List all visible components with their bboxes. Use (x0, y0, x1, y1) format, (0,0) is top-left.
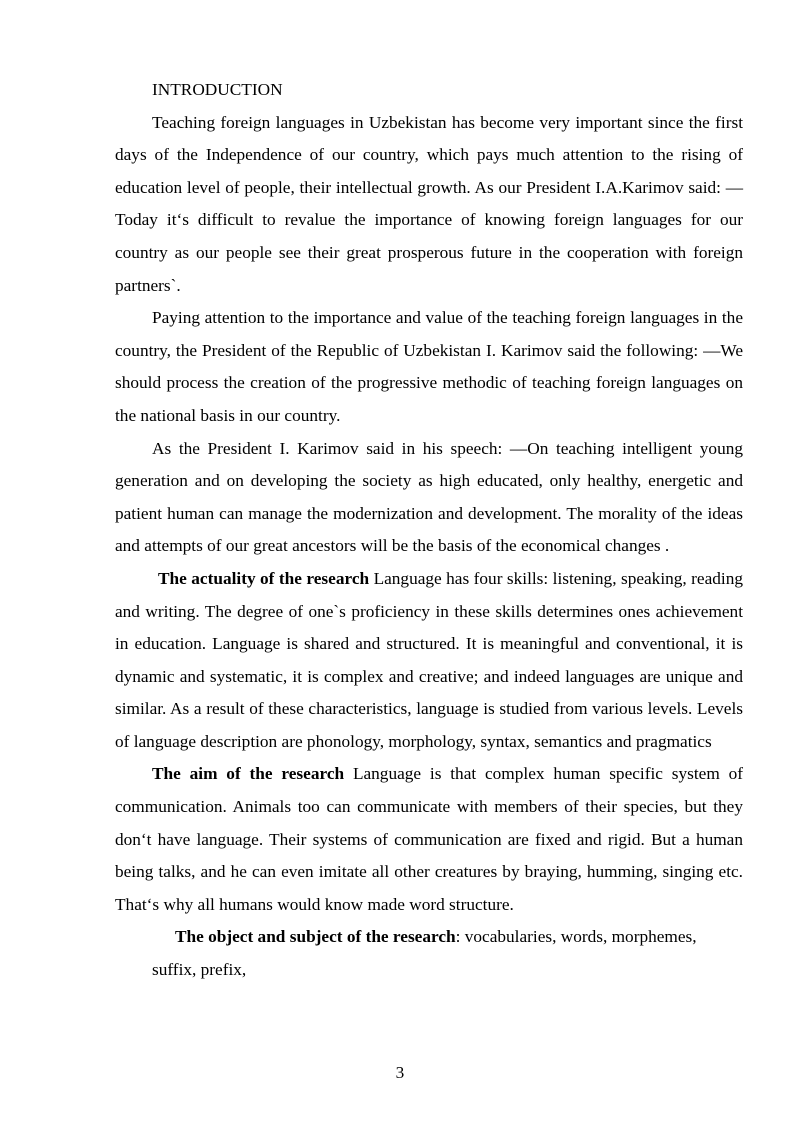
paragraph-aim (115, 758, 743, 921)
aim-heading: The aim of the research (152, 764, 345, 784)
paragraph-text: Teaching foreign languages in Uzbekistan has become very important since the first days of the Independence of our country, which pays much attention to the rising of education level of people, their intellectual growth. As our President I.A.Karimov said: —Today it‘s difficult to revalue the importance of knowing foreign languages for our country as our people see their great prosperous future in the cooperation with foreign partners`. (115, 112, 743, 295)
document-body (115, 74, 743, 987)
paragraph-importance (115, 302, 743, 432)
section-heading: INTRODUCTION (152, 80, 283, 99)
page-number: 3 (395, 1063, 405, 1082)
paragraph-text: Language has four skills: listening, speaking, reading and writing. The degree of one`s proficiency in these skills determines ones achievement in education. Language is shared and structured. It is meaningful and conventional, it is dynamic and systematic, it is complex and creative; and indeed languages are unique and similar. As a result of these characteristics, language is studied from various levels. Levels of language description are phonology, morphology, syntax, semantics and pragmatics (115, 568, 743, 751)
paragraph-text: Language is that complex human specific system of communication. Animals too can communicate with members of their species, but they don‘t have language. Their systems of communication are fixed and rigid. But a human being talks, and he can even imitate all other creatures by braying, humming, singing etc. That‘s why all humans would know made word structure. (115, 764, 743, 914)
paragraph-actuality (115, 563, 743, 759)
paragraph-object-subject-continuation: suffix, prefix, (152, 960, 247, 980)
paragraph-speech (115, 433, 743, 563)
paragraph-object-subject (115, 921, 743, 954)
actuality-heading: The actuality of the research (158, 568, 370, 588)
paragraph-text: As the President I. Karimov said in his speech: —On teaching intelligent young generation and on developing the society as high educated, only healthy, energetic and patient human can manage the modernization and development. The morality of the ideas and attempts of our great ancestors will be the basis of the economical changes . (115, 438, 743, 556)
paragraph-text: : vocabularies, words, morphemes, (455, 927, 697, 947)
paragraph-independence (115, 107, 743, 303)
paragraph-text: Paying attention to the importance and value of the teaching foreign languages in the country, the President of the Republic of Uzbekistan I. Karimov said the following: —We should process the creation of the progressive methodic of teaching foreign languages on the national basis in our country. (115, 308, 743, 425)
object-subject-heading: The object and subject of the research (175, 927, 456, 947)
